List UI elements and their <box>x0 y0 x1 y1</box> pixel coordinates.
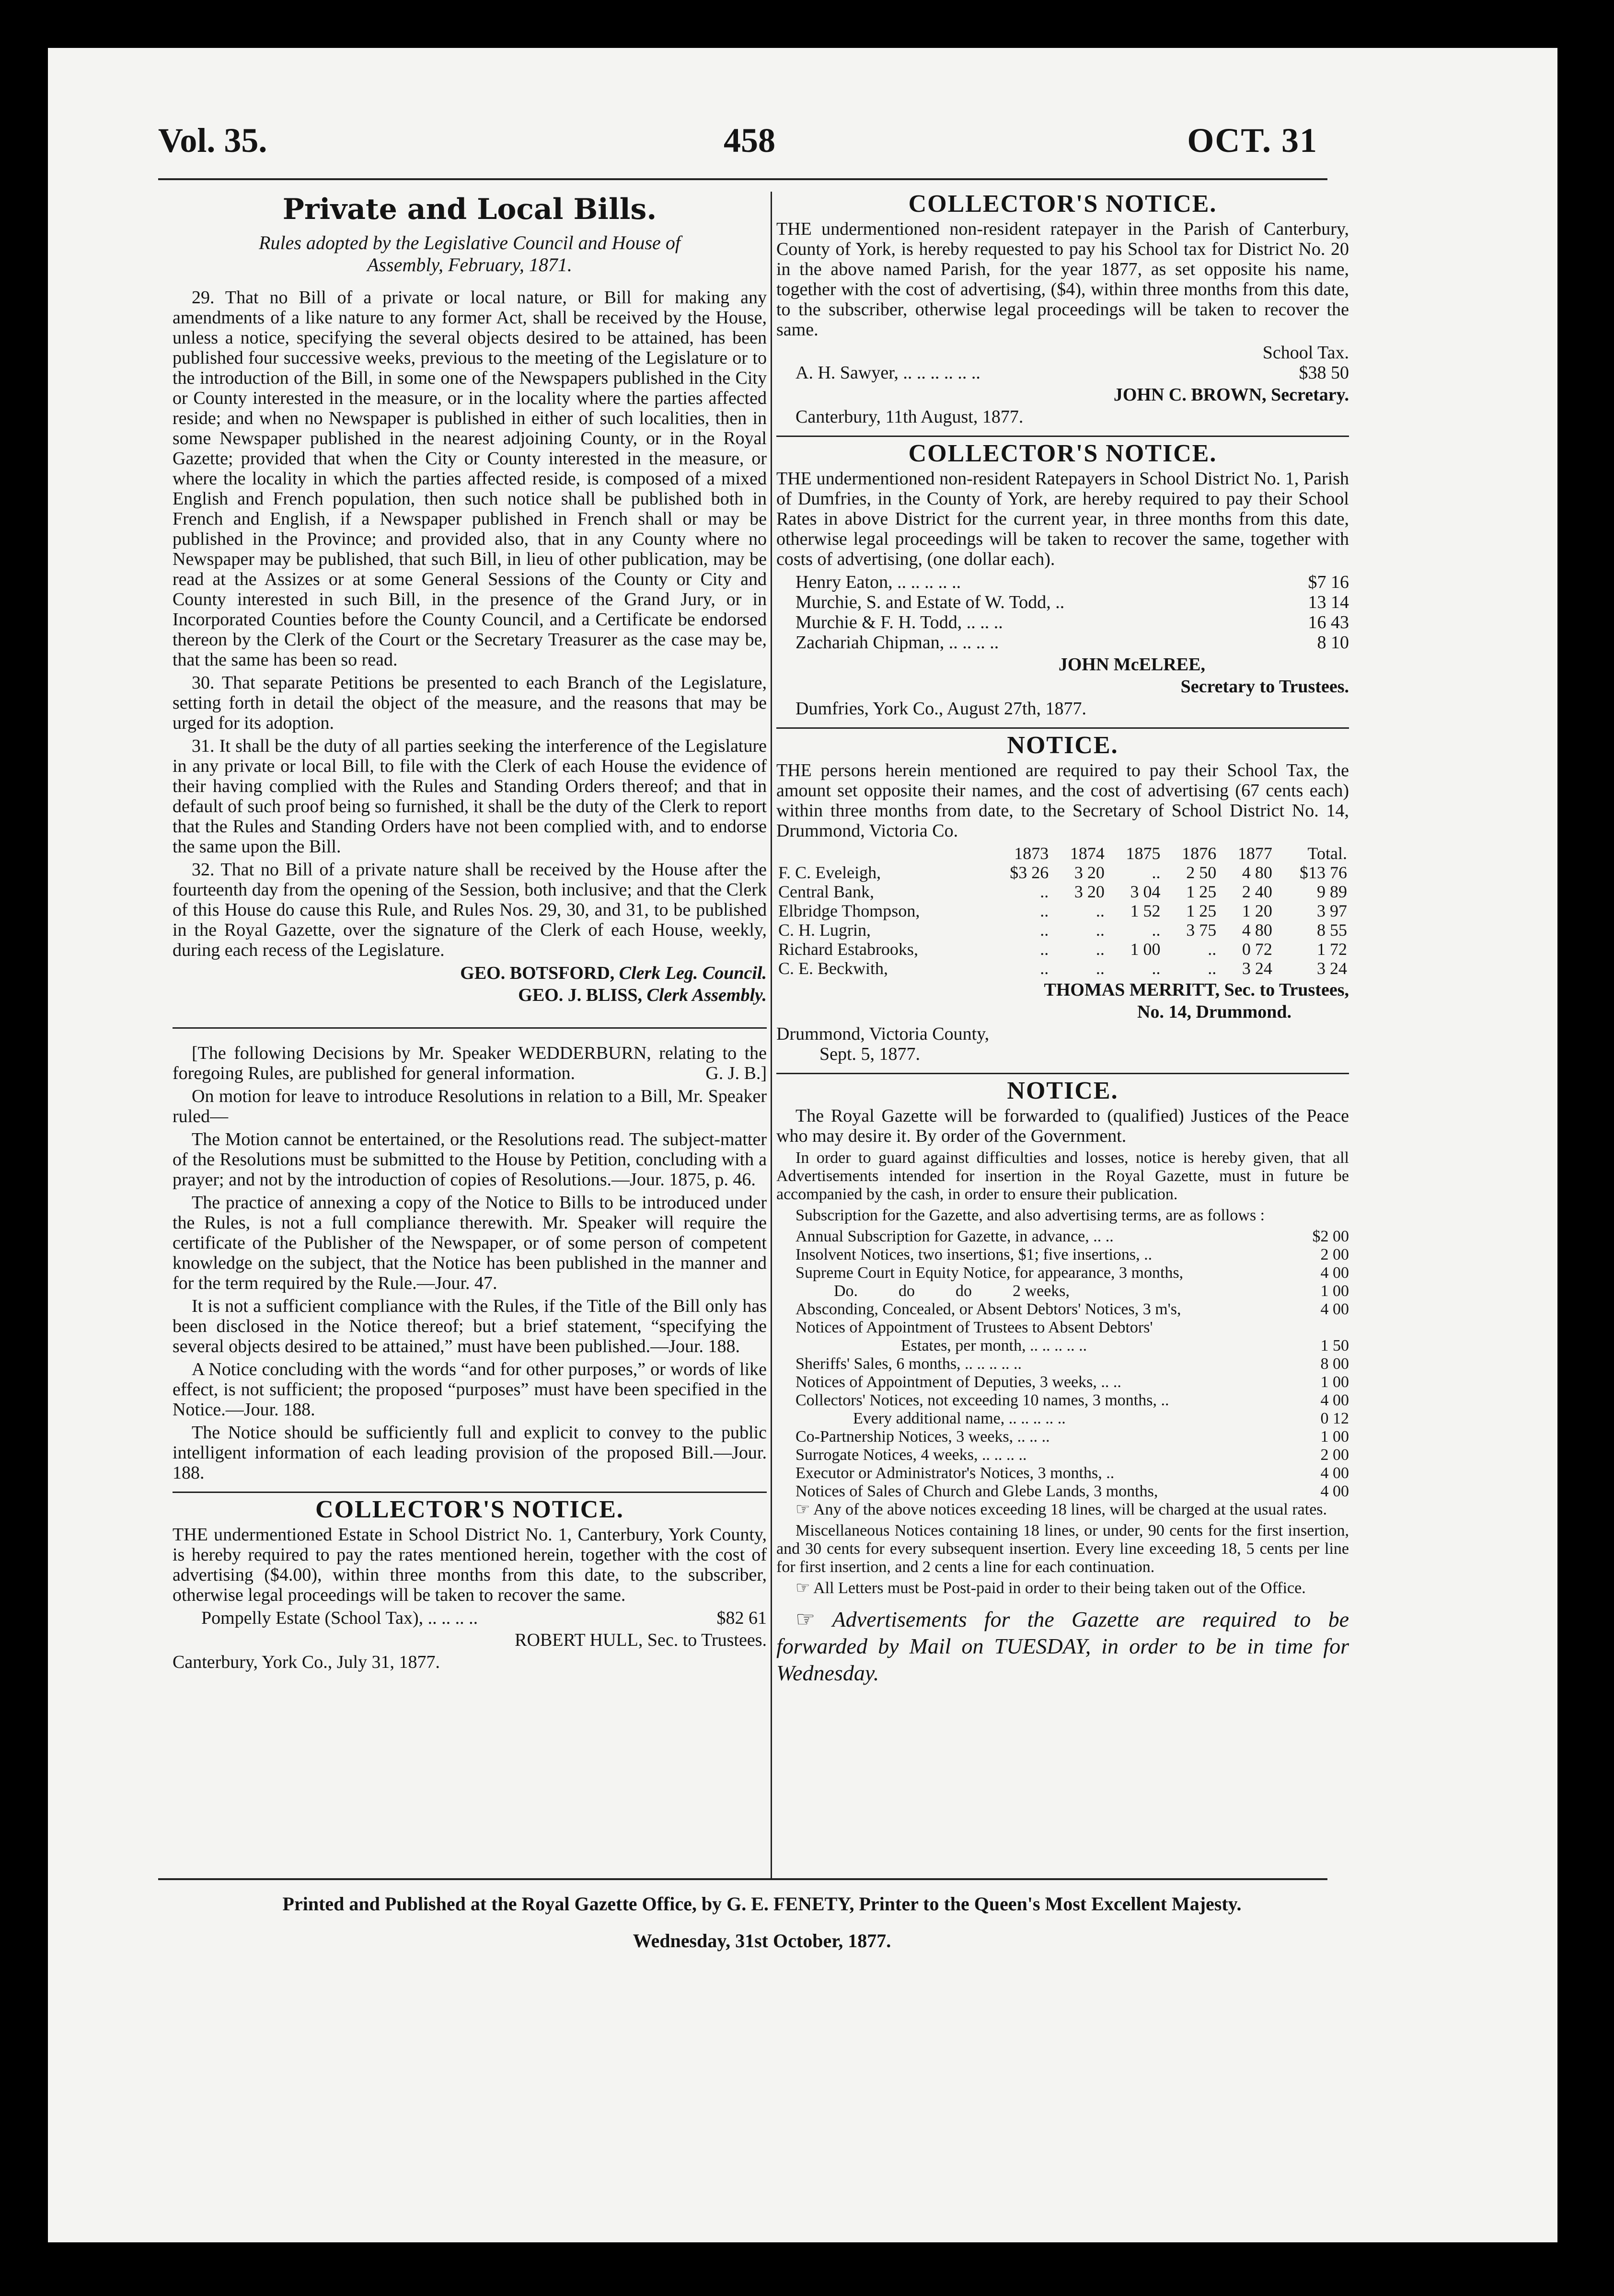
rate-amount: 2 00 <box>1320 1446 1349 1464</box>
table-cell: 3 24 <box>1242 959 1272 978</box>
header-rule <box>158 178 1327 180</box>
table-cell: 4 80 <box>1242 863 1272 882</box>
estate-row <box>173 1608 767 1628</box>
decision-paragraph: On motion for leave to introduce Resolutions in relation to a Bill, Mr. Speaker ruled— <box>173 1086 767 1126</box>
ratepayer-amount: $38 50 <box>1299 363 1349 383</box>
table-cell: .. <box>1095 959 1105 978</box>
table-cell: 9 89 <box>1317 882 1347 901</box>
table-cell: 1 52 <box>1130 901 1161 920</box>
gazette-guard-notice: In order to guard against difficulties and losses, notice is hereby given, that all Advertisements intended for insertion in the Royal Gazette, must in future be accompanied by the cash, in order to ensure their publication. <box>776 1149 1349 1203</box>
ratepayer-row <box>776 363 1349 383</box>
table-cell: 3 24 <box>1317 959 1347 978</box>
table-cell: $13 76 <box>1300 863 1347 882</box>
table-cell: 1 25 <box>1186 882 1217 901</box>
misc-notices: Miscellaneous Notices containing 18 lines, or under, 90 cents for the first insertion, and 30 cents for every subsequent insertion. Every line exceeding 18, 5 cents per line for first insertion, and 2 cents a line for each continuation. <box>776 1522 1349 1576</box>
issue-date: OCT. 31 <box>1187 121 1318 160</box>
rate-amount: 1 00 <box>1320 1282 1349 1300</box>
list-item <box>795 1337 1349 1355</box>
rate-label: Every additional name, .. .. .. .. .. <box>853 1410 1066 1427</box>
notice3-signer: THOMAS MERRITT, Sec. to Trustees, <box>1044 980 1349 1000</box>
rate-label: Estates, per month, .. .. .. .. .. <box>901 1337 1087 1355</box>
notice1-place-date: Canterbury, 11th August, 1877. <box>795 407 1024 427</box>
table-cell: 4 80 <box>1242 920 1272 940</box>
dumfries-list <box>776 572 1349 653</box>
list-item <box>795 1391 1349 1410</box>
ratepayer-amount: 13 14 <box>1308 592 1349 612</box>
rule-32: 32. That no Bill of a private nature shall be received by the House after the fourteenth day from the opening of the Session, both inclusive; and that the Clerk of this House do cause this Rule, and Rules Nos. 29, 30, and 31, to be published in the Royal Gazette, over the signature of the Clerk of each House, weekly, during each recess of the Legislature. <box>173 860 767 960</box>
notice3-place: Drummond, Victoria County, <box>776 1024 990 1044</box>
signer-name: GEO. BOTSFORD, <box>460 963 615 983</box>
ratepayer-name: Zachariah Chipman, .. .. .. .. <box>795 632 999 653</box>
table-cell: F. C. Eveleigh, <box>778 863 881 882</box>
ratepayer-amount: $7 16 <box>1308 572 1349 592</box>
notice3-date: Sept. 5, 1877. <box>819 1044 921 1064</box>
table-cell: .. <box>1095 940 1105 959</box>
ratepayer-amount: 16 43 <box>1308 612 1349 632</box>
notice2-signer-title: Secretary to Trustees. <box>1180 677 1349 697</box>
table-cell: Elbridge Thompson, <box>778 901 920 920</box>
table-cell: .. <box>1095 901 1105 920</box>
list-item <box>795 1446 1349 1464</box>
rate-label: Insolvent Notices, two insertions, $1; five insertions, .. <box>795 1246 1153 1263</box>
divider <box>776 727 1349 729</box>
table-row <box>776 959 1349 978</box>
letters-text: All Letters must be Post-paid in order to their being taken out of the Office. <box>813 1579 1306 1597</box>
rate-amount: 1 50 <box>1320 1337 1349 1355</box>
rules-caption-line-2: Assembly, February, 1871. <box>367 254 572 276</box>
table-header: 1875 <box>1126 844 1161 863</box>
left-column <box>173 193 767 1675</box>
table-cell: 1 25 <box>1186 901 1217 920</box>
list-item <box>795 632 1349 653</box>
list-item <box>795 1246 1349 1264</box>
exceeding-note <box>776 1501 1349 1519</box>
gazette-notice-intro: The Royal Gazette will be forwarded to (qualified) Justices of the Peace who may desire it. By order of the Government. <box>776 1106 1349 1146</box>
table-cell: 2 40 <box>1242 882 1272 901</box>
table-cell: .. <box>1040 920 1049 940</box>
notice1-signer: JOHN C. BROWN, Secretary. <box>1113 385 1349 405</box>
rules-caption <box>173 232 767 276</box>
tax-table <box>776 844 1349 978</box>
table-cell: 1 72 <box>1317 940 1347 959</box>
collector-place-date: Canterbury, York Co., July 31, 1877. <box>173 1652 440 1672</box>
rule-30: 30. That separate Petitions be presented to each Branch of the Legislature, setting forth in detail the object of the measure, and the reasons that may be urged for its adoption. <box>173 673 767 733</box>
rate-label: Notices of Appointment of Trustees to Absent Debtors' <box>795 1319 1153 1336</box>
pointing-hand-icon: ☞ <box>795 1501 810 1518</box>
table-cell: 2 50 <box>1186 863 1217 882</box>
collector-notice-canterbury-body: THE undermentioned non-resident ratepayer in the Parish of Canterbury, County of York, is hereby requested to pay his School tax for District No. 20 in the above named Parish, for the year 1877, as set opposite his name, together with the cost of advertising, ($4), within three months from this date, to the subscriber, otherwise legal proceedings will be taken to recover the same. <box>776 219 1349 340</box>
table-cell: 3 20 <box>1074 863 1105 882</box>
drummond-notice-title: NOTICE. <box>1007 732 1118 759</box>
table-row <box>776 863 1349 882</box>
list-item <box>795 572 1349 592</box>
estate-amount: $82 61 <box>716 1608 767 1628</box>
table-cell: 1 00 <box>1130 940 1161 959</box>
rate-amount: 4 00 <box>1320 1300 1349 1318</box>
school-tax-header: School Tax. <box>1262 343 1349 363</box>
exceeding-text: Any of the above notices exceeding 18 lines, will be charged at the usual rates. <box>813 1501 1327 1518</box>
table-cell: 1 20 <box>1242 901 1272 920</box>
list-item <box>795 1319 1349 1337</box>
table-cell: .. <box>1040 901 1049 920</box>
list-item <box>795 1228 1349 1246</box>
rule-31: 31. It shall be the duty of all parties seeking the interference of the Legislature in any private or local Bill, to file with the Clerk of each House the evidence of their having complied with the Rules and Standing Orders thereof; and that in default of such proof being so furnished, it shall be the duty of the Clerk to report that the Rules and Standing Orders have not been complied with, and to endorse the same upon the Bill. <box>173 736 767 857</box>
pointing-hand-icon: ☞ <box>795 1579 810 1597</box>
rate-label: Absconding, Concealed, or Absent Debtors' Notices, 3 m's, <box>795 1300 1181 1318</box>
section-title: Private and Local Bills. <box>282 193 657 226</box>
table-cell: 3 97 <box>1317 901 1347 920</box>
pointing-hand-icon: ☞ <box>795 1607 816 1631</box>
collector-notice-dumfries-body: THE undermentioned non-resident Ratepayers in School District No. 1, Parish of Dumfries, in the County of York, are hereby required to pay their School Rates in above District for the current year, in three months from this date, otherwise legal proceedings will be taken to recover the same, together with costs of advertising, (one dollar each). <box>776 469 1349 569</box>
rate-amount: 4 00 <box>1320 1482 1349 1500</box>
decisions-initials: G. J. B.] <box>705 1063 767 1083</box>
list-item <box>795 1482 1349 1501</box>
notice2-place-date: Dumfries, York Co., August 27th, 1877. <box>795 699 1086 719</box>
list-item <box>795 1282 1349 1300</box>
table-header: 1877 <box>1237 844 1272 863</box>
list-item <box>795 1355 1349 1373</box>
table-cell: .. <box>1040 959 1049 978</box>
table-cell: .. <box>1152 863 1161 882</box>
notice3-signer-title: No. 14, Drummond. <box>1137 1002 1291 1022</box>
page-header <box>158 121 1318 178</box>
table-header: 1873 <box>1014 844 1049 863</box>
rate-label: Notices of Appointment of Deputies, 3 weeks, .. .. <box>795 1373 1121 1391</box>
column-divider <box>771 192 772 1878</box>
ratepayer-name: Henry Eaton, .. .. .. .. .. <box>795 572 961 592</box>
table-cell: .. <box>1208 940 1217 959</box>
rate-amount: 4 00 <box>1320 1391 1349 1409</box>
table-cell: 8 55 <box>1317 920 1347 940</box>
rate-label: Sheriffs' Sales, 6 months, .. .. .. .. .. <box>795 1355 1022 1373</box>
signer-name: GEO. J. BLISS, <box>518 985 642 1005</box>
rate-label: Annual Subscription for Gazette, in advance, .. .. <box>795 1228 1114 1245</box>
table-header: 1874 <box>1070 844 1105 863</box>
collector-notice-title: COLLECTOR'S NOTICE. <box>315 1496 624 1523</box>
rate-amount: 8 00 <box>1320 1355 1349 1373</box>
rate-label: Supreme Court in Equity Notice, for appearance, 3 months, <box>795 1264 1184 1282</box>
estate-name: Pompelly Estate (School Tax), .. .. .. .. <box>201 1608 478 1628</box>
gazette-terms-intro: Subscription for the Gazette, and also advertising terms, are as follows : <box>795 1206 1265 1224</box>
table-cell: $3 26 <box>1010 863 1049 882</box>
rate-amount: 2 00 <box>1320 1246 1349 1263</box>
list-item <box>795 1300 1349 1319</box>
notice2-signer: JOHN McELREE, <box>1058 654 1205 675</box>
table-row <box>776 901 1349 920</box>
rules-caption-line-1: Rules adopted by the Legislative Council and House of <box>259 232 680 253</box>
gazette-notice-title: NOTICE. <box>1007 1077 1118 1104</box>
volume-number: Vol. 35. <box>158 121 267 160</box>
table-cell: .. <box>1152 920 1161 940</box>
rate-amount: 0 12 <box>1320 1410 1349 1427</box>
rate-amount: $2 00 <box>1312 1228 1349 1245</box>
rate-label: Collectors' Notices, not exceeding 10 names, 3 months, .. <box>795 1391 1169 1409</box>
collector-notice-body: THE undermentioned Estate in School District No. 1, Canterbury, York County, is hereby required to pay the rates mentioned herein, together with the cost of advertising ($4.00), within three months from this date, to the subscriber, otherwise legal proceedings will be taken to recover the same. <box>173 1525 767 1605</box>
rate-label: Surrogate Notices, 4 weeks, .. .. .. .. <box>795 1446 1027 1464</box>
decision-paragraph: A Notice concluding with the words “and for other purposes,” or words of like effect, is not sufficient; the proposed “purposes” must have been specified in the Notice.—Jour. 188. <box>173 1359 767 1420</box>
collector-notice-dumfries-title: COLLECTOR'S NOTICE. <box>908 440 1217 467</box>
signature-bliss <box>173 985 767 1005</box>
table-cell: 3 04 <box>1130 882 1161 901</box>
page-number: 458 <box>724 121 775 160</box>
table-cell: 3 20 <box>1074 882 1105 901</box>
page-footer <box>173 1893 1351 1966</box>
table-cell: C. H. Lugrin, <box>778 920 871 940</box>
decision-paragraph: The Notice should be sufficiently full and explicit to convey to the public intelligent information of each leading provision of the proposed Bill.—Jour. 188. <box>173 1423 767 1483</box>
collector-signer: ROBERT HULL, Sec. to Trustees. <box>515 1630 767 1650</box>
table-cell: .. <box>1208 959 1217 978</box>
signature-botsford <box>173 963 767 983</box>
table-cell: .. <box>1095 920 1105 940</box>
ratepayer-amount: 8 10 <box>1317 632 1349 653</box>
decision-paragraph: It is not a sufficient compliance with the Rules, if the Title of the Bill only has been disclosed in the Notice thereof; but a brief statement, “specifying the several objects desired to be attained,” must have been published.—Jour. 188. <box>173 1296 767 1356</box>
advertisement-deadline <box>776 1606 1349 1687</box>
right-column <box>776 190 1349 1689</box>
list-item <box>795 592 1349 612</box>
rate-label: Executor or Administrator's Notices, 3 months, .. <box>795 1464 1115 1482</box>
ratepayer-name: A. H. Sawyer, .. .. .. .. .. .. <box>795 363 980 383</box>
table-header: 1876 <box>1182 844 1217 863</box>
table-cell: .. <box>1040 940 1049 959</box>
rate-amount: 4 00 <box>1320 1264 1349 1282</box>
ratepayer-name: Murchie & F. H. Todd, .. .. .. <box>795 612 1003 632</box>
rate-label: Notices of Sales of Church and Glebe Lands, 3 months, <box>795 1482 1158 1500</box>
list-item <box>795 1464 1349 1482</box>
drummond-notice-body: THE persons herein mentioned are required to pay their School Tax, the amount set opposite their names, and the cost of advertising (67 cents each) within three months from date, to the Secretary of School District No. 14, Drummond, Victoria Co. <box>776 760 1349 841</box>
list-item <box>795 612 1349 632</box>
rate-amount: 4 00 <box>1320 1464 1349 1482</box>
decisions-intro <box>173 1043 767 1083</box>
divider <box>776 436 1349 437</box>
rates-list <box>776 1228 1349 1501</box>
list-item <box>795 1410 1349 1428</box>
divider <box>173 1027 767 1029</box>
table-cell: Central Bank, <box>778 882 874 901</box>
divider <box>173 1492 767 1493</box>
footer-rule <box>158 1878 1327 1880</box>
list-item <box>795 1373 1349 1391</box>
rate-label: Do. do do 2 weeks, <box>834 1282 1070 1300</box>
table-cell: .. <box>1040 882 1049 901</box>
table-row <box>776 882 1349 901</box>
table-cell: .. <box>1152 959 1161 978</box>
rate-amount: 1 00 <box>1320 1373 1349 1391</box>
ratepayer-name: Murchie, S. and Estate of W. Todd, .. <box>795 592 1065 612</box>
divider <box>776 1073 1349 1074</box>
table-cell: 0 72 <box>1242 940 1272 959</box>
rate-label: Co-Partnership Notices, 3 weeks, .. .. .. <box>795 1428 1050 1446</box>
table-cell: 3 75 <box>1186 920 1217 940</box>
advertisement-text: Advertisements for the Gazette are required to be forwarded by Mail on TUESDAY, in order to be in time for Wednesday. <box>776 1607 1349 1685</box>
signer-title: Clerk Assembly. <box>646 985 767 1005</box>
table-header <box>776 844 988 863</box>
decision-paragraph: The practice of annexing a copy of the Notice to Bills to be introduced under the Rules, is not a full compliance therewith. Mr. Speaker will require the certificate of the Publisher of the Newspaper, or of some person of competent knowledge on the subject, that the Notice has been published in the manner and for the term required by the Rule.—Jour. 47. <box>173 1193 767 1293</box>
table-header: Total. <box>1307 844 1347 863</box>
printer-imprint: Printed and Published at the Royal Gazette Office, by G. E. FENETY, Printer to the Queen's Most Excellent Majesty. <box>282 1893 1242 1915</box>
decisions-intro-text: [The following Decisions by Mr. Speaker WEDDERBURN, relating to the foregoing Rules, are published for general information. <box>173 1043 767 1083</box>
table-row <box>776 940 1349 959</box>
list-item <box>795 1428 1349 1446</box>
publication-date: Wednesday, 31st October, 1877. <box>633 1930 891 1952</box>
rule-29: 29. That no Bill of a private or local nature, or Bill for making any amendments of a like nature to any former Act, shall be received by the House, unless a notice, specifying the several objects desired to be attained, has been published four successive weeks, previous to the meeting of the Legislature or to the introduction of the Bill, in some one of the Newspapers published in the City or County interested in the measure, or in the locality where the parties affected reside; and when no Newspaper is published in either of such localities, then in some Newspaper published in the nearest adjoining County, or in the Royal Gazette; provided that when the City or County interested in the measure, or where the locality in which the parties affected reside, is composed of a mixed English and French population, then such notice shall be published both in French and English, if a Newspaper published in French shall or may be published in the Province; and provided also, that in any County where no Newspaper may be published, that such Bill, in lieu of other publication, may be read at the Assizes or at some General Sessions of the County or City and County interested in such Bill, in the presence of the Grand Jury, or in Incorporated Counties before the County Council, and a Certificate be endorsed thereon by the Clerk of the Court or the Secretary Treasurer as the case may be, that the same has been so read. <box>173 287 767 670</box>
list-item <box>795 1264 1349 1282</box>
signer-title: Clerk Leg. Council. <box>619 963 767 983</box>
rate-amount: 1 00 <box>1320 1428 1349 1446</box>
collector-notice-canterbury-title: COLLECTOR'S NOTICE. <box>908 190 1217 218</box>
table-cell: Richard Estabrooks, <box>778 940 918 959</box>
table-cell: C. E. Beckwith, <box>778 959 888 978</box>
table-header-row <box>776 844 1349 863</box>
letters-note <box>776 1579 1349 1597</box>
decision-paragraph: The Motion cannot be entertained, or the Resolutions read. The subject-matter of the Resolutions must be submitted to the House by Petition, concluding with a prayer; and not by the introduction of copies of Resolutions.—Jour. 1875, p. 46. <box>173 1129 767 1190</box>
table-row <box>776 920 1349 940</box>
